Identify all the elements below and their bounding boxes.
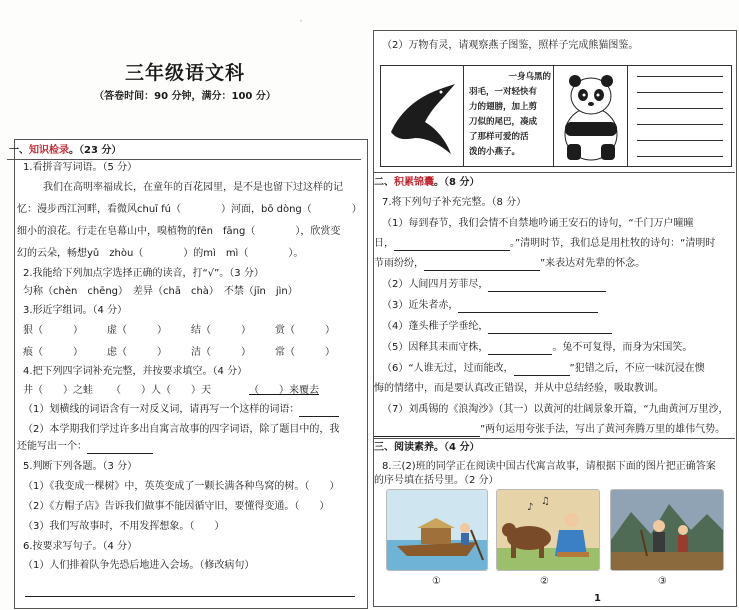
passage-line-1: 我们在高明率福成长，在童年的百花园里，是不是也留下过这样的记: [23, 182, 343, 193]
q7-sub7: （7）刘禹锡的《浪淘沙》（其一）以黄河的壮阔景象开篇，“九曲黄河万里沙，: [382, 404, 729, 415]
q7-sub3-text: （3）近朱者赤，: [382, 300, 459, 311]
q3-row2-item4: 常（ ）: [275, 347, 335, 358]
answer-blank[interactable]: [488, 343, 552, 355]
panda-answer-line[interactable]: [637, 156, 723, 157]
q3-row1-item3: 结（ ）: [191, 325, 251, 336]
story-picture-1: [386, 489, 488, 571]
q7-sub5-start: （5）因释其耒而守株，: [382, 342, 489, 353]
q7-sub1b-start: 日，: [374, 238, 394, 249]
answer-blank[interactable]: [299, 405, 339, 417]
q7-sub6: [382, 362, 705, 376]
story-picture-3: [610, 489, 724, 571]
answer-blank[interactable]: [424, 259, 540, 271]
q4-sub1: [23, 403, 339, 417]
panda-answer-line[interactable]: [637, 76, 723, 77]
picture-label-3: ③: [658, 576, 667, 587]
picture-label-1: ①: [432, 576, 441, 587]
answer-blank[interactable]: [514, 364, 570, 376]
story-picture-2: [496, 489, 600, 571]
q6-sub1: （1）人们排着队争先恐后地进入会场。（修改病句）: [23, 560, 255, 571]
section-1-heading: [9, 144, 121, 158]
panda-icon: [557, 70, 625, 162]
passage-line-2: 忆：漫步西江河畔，看微风chuī fú（ ）河面，bō dòng（ ）: [17, 204, 362, 215]
panda-answer-line[interactable]: [637, 124, 723, 125]
q3-row2-item1: 痕（ ）: [23, 347, 83, 358]
q7-sub2-text: （2）人间四月芳菲尽，: [382, 279, 489, 290]
q7-sub1b-end: 。”清明时节，我们总是用杜牧的诗句：“清明时: [510, 238, 716, 249]
section-divider: [373, 438, 735, 439]
question-6: 6.按要求写句子。（4 分）: [23, 541, 138, 552]
question-7: 7.将下列句子补充完整。（8 分）: [382, 197, 527, 208]
answer-blank[interactable]: [394, 239, 510, 251]
q7-sub1c-end: ”来表达对先辈的怀念。: [540, 258, 646, 269]
box-divider: [553, 66, 554, 166]
section-divider: [373, 172, 735, 173]
section-divider: [7, 159, 361, 160]
section-1-prefix: 一、: [9, 145, 29, 156]
q7-sub1c-start: 节雨纷纷，: [374, 258, 424, 269]
q6-answer-line[interactable]: [25, 596, 355, 597]
q3-row1-item4: 赏（ ）: [275, 325, 335, 336]
section-2-score: 。（8 分）: [434, 177, 480, 188]
answer-blank[interactable]: [458, 301, 598, 313]
box-divider: [627, 66, 628, 166]
swallow-icon: [385, 70, 461, 162]
page-title: 三年级语文科: [124, 62, 245, 84]
q7-sub2: [382, 278, 606, 292]
answer-blank[interactable]: [488, 322, 612, 334]
q7-sub1-line3: [374, 257, 645, 271]
q3-row1-item2: 虚（ ）: [107, 325, 167, 336]
q5-sub2: （2）《方帽子店》告诉我们做事不能因循守旧，要懂得变通。（ ）: [23, 501, 330, 512]
swallow-line: 泼的小燕子。: [469, 147, 521, 157]
q7-sub6-end: ”犯错之后，不应一味沉浸在懊: [569, 363, 705, 374]
question-2-illustration: （2）万物有灵，请观察燕子图鉴，照样子完成熊猫图鉴。: [382, 40, 639, 51]
answer-blank[interactable]: [488, 280, 606, 292]
q7-sub5: [382, 341, 692, 355]
q7-sub7-line2: [374, 423, 725, 437]
q7-sub6-start: （6）“人谁无过，过而能改，: [382, 363, 514, 374]
swallow-line: 了那样可爱的活: [469, 132, 529, 142]
q7-sub3: [382, 299, 598, 313]
question-4: 4.把下列四字词补充完整，并按要求填空。（4 分）: [23, 366, 248, 377]
page-number: 1: [594, 593, 601, 604]
answer-blank[interactable]: [87, 442, 153, 454]
section-2-prefix: 二、: [374, 177, 394, 188]
section-3-heading: 三、阅读素养。（4 分）: [374, 442, 480, 453]
picture-label-2: ②: [540, 576, 549, 587]
answer-blank[interactable]: [374, 425, 480, 437]
section-2-name: 积累锦囊: [394, 177, 434, 188]
page-subtitle: （答卷时间：90 分钟，满分：100 分）: [94, 91, 276, 102]
section-2-heading: [374, 176, 479, 190]
question-8-line2: 的序号填在括号里。（2 分）: [374, 475, 499, 486]
q7-sub4: [382, 320, 612, 334]
passage-line-4: 幻的云朵，畅想yǔ zhòu（ ）的mì mì（ ）。: [17, 248, 304, 259]
q5-sub3: （3）我们写故事时，不用发挥想象。（ ）: [23, 521, 225, 532]
animal-guide-box: [380, 65, 732, 167]
q3-row2-item2: 虑（ ）: [107, 347, 167, 358]
idiom-2: （ ）人（ ）天: [111, 385, 211, 396]
panda-answer-line[interactable]: [637, 140, 723, 141]
q7-sub7-end: ”两句运用夸张手法，写出了黄河奔腾万里的雄伟气势。: [480, 424, 726, 435]
q7-sub4-text: （4）蓬头稚子学垂纶，: [382, 321, 489, 332]
q4-sub1-text: （1）划横线的词语含有一对反义词，请再写一个这样的词语：: [23, 404, 300, 415]
question-2: 2.我能给下列加点字选择正确的读音，打“√”。（3 分）: [23, 268, 264, 279]
swallow-line: 力的翅膀，加上剪: [469, 102, 538, 112]
idiom-3: （ ）来覆去: [249, 385, 319, 396]
q7-sub5-end: 。兔不可复得，而身为宋国笑。: [552, 342, 693, 353]
panda-answer-line[interactable]: [637, 92, 723, 93]
q5-sub1: （1）《我变成一棵树》中，英英变成了一颗长满各种鸟窝的树。（ ）: [23, 481, 340, 492]
top-dot: 。: [300, 16, 307, 23]
right-column: [373, 30, 737, 607]
svg-text:♪: ♪: [527, 502, 534, 513]
q7-sub1-line2: [374, 237, 715, 251]
q3-row2-item3: 洁（ ）: [191, 347, 251, 358]
q7-sub6-line2: 悔的情绪中，而是要认真改正错误，并从中总结经验，吸取教训。: [374, 383, 664, 394]
question-5: 5.判断下列各题。（3 分）: [23, 461, 138, 472]
panda-answer-line[interactable]: [637, 108, 723, 109]
swallow-description: [469, 70, 551, 160]
q4-sub2: （2）本学期我们学过许多出自寓言故事的四字词语，除了题目中的，我: [23, 424, 340, 435]
q4-sub2b-text: 还能写出一个：: [17, 441, 87, 452]
svg-text:♫: ♫: [541, 496, 550, 507]
swallow-line: 一身乌黑的: [508, 72, 551, 82]
q4-sub2-line2: [17, 440, 153, 454]
swallow-line: 羽毛，一对轻快有: [469, 87, 538, 97]
q3-row1-item1: 狠（ ）: [23, 325, 83, 336]
section-1-score: 。（23 分）: [69, 145, 122, 156]
swallow-line: 刀似的尾巴，凑成: [469, 117, 538, 127]
left-column: [6, 8, 364, 606]
passage-line-3: 细小的浪花。行走在皂幕山中，嗅植物的fēn fāng（ ），欣赏变: [17, 226, 341, 237]
left-question-box: [9, 139, 368, 609]
question-3: 3.形近字组词。（4 分）: [23, 305, 128, 316]
idiom-1: 井（ ）之蛙: [23, 385, 93, 396]
section-1-name: 知识检录: [29, 145, 69, 156]
question-1: 1.看拼音写词语。（5 分）: [23, 162, 138, 173]
box-divider: [463, 66, 464, 166]
question-8-line1: 8.三(2)班的同学正在阅读中国古代寓言故事，请根据下面的图片把正确答案: [382, 461, 716, 472]
q7-sub1-line1: （1）每到春节，我们会情不自禁地吟诵王安石的诗句，“千门万户曈曈: [382, 218, 694, 229]
question-2-options: 匀称（chèn chēng） 差异（chā chà） 不禁（jīn jìn）: [23, 286, 298, 297]
